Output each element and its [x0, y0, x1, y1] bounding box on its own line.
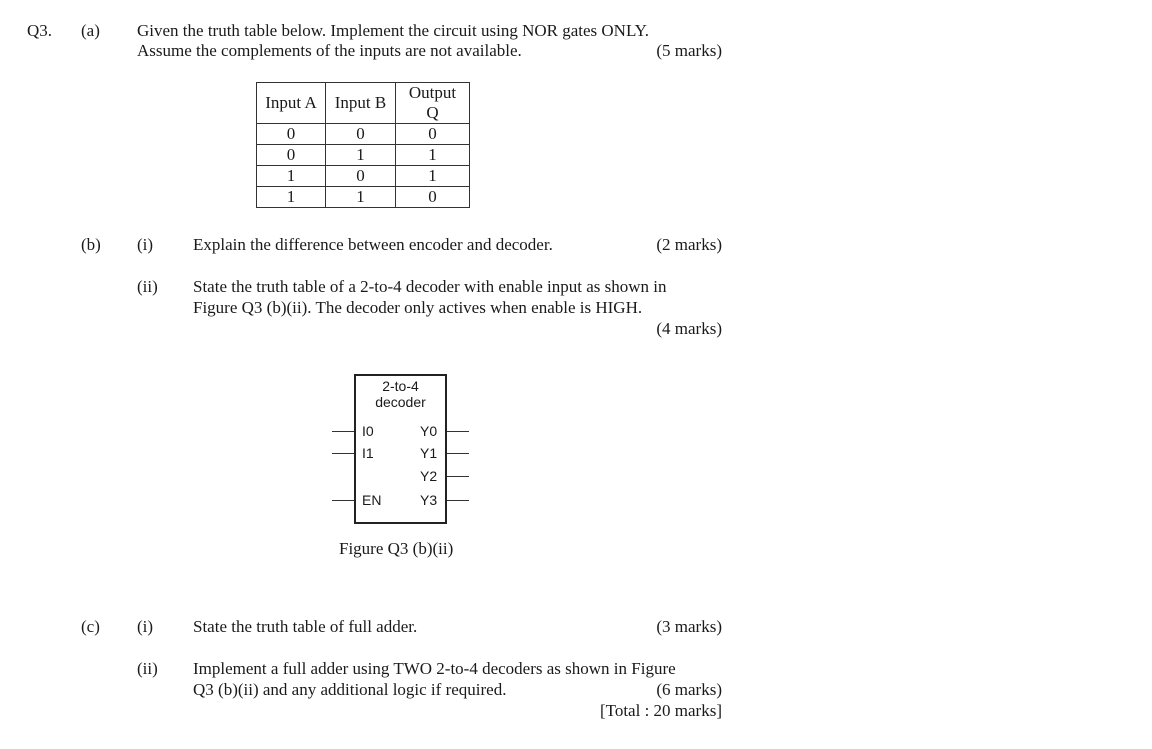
- part-c-i-label: (i): [137, 617, 154, 636]
- truth-table-cell: 0: [326, 166, 396, 187]
- figure-caption: Figure Q3 (b)(ii): [339, 539, 454, 558]
- wire-i0: [332, 431, 354, 432]
- truth-table-cell: 1: [396, 166, 470, 187]
- part-b-ii-label: (ii): [137, 277, 158, 296]
- part-b-i-text: Explain the difference between encoder and decoder.: [193, 235, 553, 254]
- decoder-output-y1: Y1: [420, 445, 438, 461]
- truth-table-cell: 1: [257, 187, 326, 208]
- part-c-ii-text-line2: Q3 (b)(ii) and any additional logic if required.: [193, 680, 507, 699]
- decoder-input-i1: I1: [362, 445, 374, 461]
- part-c-label: (c): [81, 617, 100, 636]
- truth-table-row: [257, 187, 470, 208]
- truth-table-row: [257, 145, 470, 166]
- part-a-text-line2: Assume the complements of the inputs are not available.: [137, 41, 522, 60]
- truth-table-cell: 0: [396, 187, 470, 208]
- part-a-marks: (5 marks): [656, 41, 722, 60]
- part-b-label: (b): [81, 235, 101, 254]
- truth-table-header: Output Q: [396, 83, 470, 124]
- part-b-ii-text-line2: Figure Q3 (b)(ii). The decoder only actives when enable is HIGH.: [193, 298, 643, 317]
- part-b-i-label: (i): [137, 235, 154, 254]
- truth-table: [256, 82, 470, 208]
- part-c-i-text: State the truth table of full adder.: [193, 617, 418, 636]
- wire-y1: [447, 453, 469, 454]
- truth-table-cell: 0: [257, 124, 326, 145]
- truth-table-cell: 0: [257, 145, 326, 166]
- truth-table-cell: 1: [257, 166, 326, 187]
- decoder-output-y0: Y0: [420, 423, 438, 439]
- part-a-text-line1: Given the truth table below. Implement the circuit using NOR gates ONLY.: [137, 21, 649, 40]
- truth-table-row: [257, 166, 470, 187]
- wire-y3: [447, 500, 469, 501]
- decoder-output-y3: Y3: [420, 492, 438, 508]
- decoder-input-en: EN: [362, 492, 382, 508]
- wire-y2: [447, 476, 469, 477]
- truth-table-header: Input B: [326, 83, 396, 124]
- truth-table-header: Input A: [257, 83, 326, 124]
- decoder-input-i0: I0: [362, 423, 374, 439]
- wire-i1: [332, 453, 354, 454]
- truth-table-cell: 0: [396, 124, 470, 145]
- truth-table-header-row: [257, 83, 470, 124]
- truth-table-cell: 1: [396, 145, 470, 166]
- truth-table-cell: 0: [326, 124, 396, 145]
- part-c-ii-label: (ii): [137, 659, 158, 678]
- truth-table-cell: 1: [326, 187, 396, 208]
- part-c-i-marks: (3 marks): [656, 617, 722, 636]
- truth-table-row: [257, 124, 470, 145]
- truth-table-cell: 1: [326, 145, 396, 166]
- decoder-output-y2: Y2: [420, 468, 438, 484]
- part-a-label: (a): [81, 21, 100, 40]
- part-b-i-marks: (2 marks): [656, 235, 722, 254]
- wire-en: [332, 500, 354, 501]
- decoder-title-line2: decoder: [375, 394, 426, 410]
- part-c-ii-marks: (6 marks): [656, 680, 722, 699]
- part-b-ii-text-line1: State the truth table of a 2-to-4 decoder with enable input as shown in: [193, 277, 667, 296]
- decoder-title-line1: 2-to-4: [382, 378, 419, 394]
- part-b-ii-marks: (4 marks): [656, 319, 722, 338]
- question-number: Q3.: [27, 21, 53, 40]
- total-marks: [Total : 20 marks]: [599, 701, 722, 720]
- part-c-ii-text-line1: Implement a full adder using TWO 2-to-4 decoders as shown in Figure: [193, 659, 676, 678]
- wire-y0: [447, 431, 469, 432]
